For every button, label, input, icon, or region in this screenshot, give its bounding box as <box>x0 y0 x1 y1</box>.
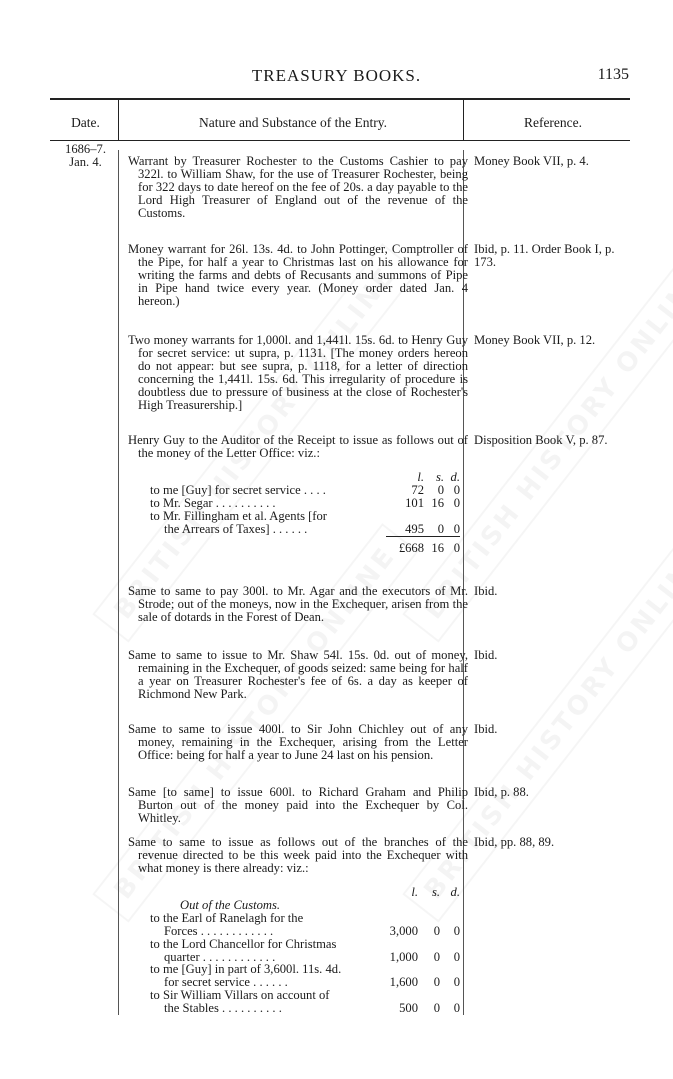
account-table <box>150 471 460 554</box>
total-pounds: £668 <box>386 536 424 554</box>
row-label: to me [Guy] for secret service . . . . <box>150 482 326 497</box>
row-label: to Mr. Segar . . . . . . . . . . <box>150 495 276 510</box>
entry-text: Same to same to issue 400l. to Sir John Chichley out of any money, remaining in the Exchequer, arising from the Letter Office: being for half a year to June 24 last on his pension. <box>128 722 468 762</box>
row-label: for secret service . . . . . . <box>164 975 288 990</box>
table-row <box>150 912 460 925</box>
entry-reference: Ibid, pp. 88, 89. <box>474 835 555 849</box>
table-head-row <box>150 471 460 484</box>
cell-pence: 0 <box>453 949 460 964</box>
column-pounds: l. <box>411 885 418 899</box>
entry-reference: Disposition Book V, p. 87. <box>474 433 608 447</box>
section-heading: Out of the Customs. <box>180 897 281 912</box>
table-row <box>150 1002 460 1015</box>
column-header-reference: Reference. <box>523 115 583 130</box>
entry-reference: Money Book VII, p. 12. <box>474 333 596 347</box>
cell-shillings: 0 <box>433 949 440 964</box>
total-pence: 0 <box>444 536 460 554</box>
column-shillings: s. <box>431 885 440 899</box>
entry-text: Henry Guy to the Auditor of the Receipt to issue as follows out of the money of the Letter Office: viz.: <box>128 433 468 460</box>
row-label: Forces . . . . . . . . . . . . <box>164 923 274 938</box>
cell-pence: 0 <box>453 923 460 938</box>
table-head-row <box>150 886 460 899</box>
column-pounds: l. <box>417 470 424 484</box>
cell-shillings: 0 <box>437 482 444 497</box>
entry-reference: Ibid, p. 11. Order Book I, p. 173. <box>474 242 615 269</box>
column-pence: d. <box>450 885 460 899</box>
cell-pounds: 72 <box>411 482 424 497</box>
row-label: to the Earl of Ranelagh for the <box>150 910 304 925</box>
column-pence: d. <box>450 470 460 484</box>
cell-pence <box>440 938 460 951</box>
column-shillings: s. <box>435 470 444 484</box>
cell-pounds <box>378 912 418 925</box>
cell-pence: 0 <box>453 495 460 510</box>
row-label: the Arrears of Taxes] . . . . . . <box>164 522 308 537</box>
running-title: TREASURY BOOKS. <box>251 66 422 85</box>
row-label: quarter . . . . . . . . . . . . <box>164 949 276 964</box>
cell-pence: 0 <box>453 482 460 497</box>
entry-text: Same to same to pay 300l. to Mr. Agar and the executors of Mr. Strode; out of the moneys, now in the Exchequer, arisen from the sale of dotards in the Forest of Dean. <box>128 584 468 624</box>
row-label: to me [Guy] in part of 3,600l. 11s. 4d. <box>150 962 342 977</box>
cell-shillings <box>418 938 440 951</box>
cell-shillings: 16 <box>431 495 444 510</box>
table-row <box>150 497 460 510</box>
account-table <box>150 886 460 1015</box>
cell-pence: 0 <box>453 975 460 990</box>
column-header-date: Date. <box>71 115 100 130</box>
entry-text: Same [to same] to issue 600l. to Richard Graham and Philip Burton out of the money paid into the Exchequer by Col. Whitley. <box>128 785 468 825</box>
total-shillings: 16 <box>424 536 444 554</box>
cell-shillings: 0 <box>437 521 444 536</box>
cell-shillings <box>424 510 444 523</box>
row-label: to Sir William Villars on account of <box>150 988 330 1003</box>
cell-pounds <box>378 938 418 951</box>
cell-pence <box>440 912 460 925</box>
entry-text: Same to same to issue as follows out of the branches of the revenue directed to be this week paid into the Exchequer with what money is there already: viz.: <box>128 835 468 875</box>
row-label: the Stables . . . . . . . . . . <box>164 1001 282 1016</box>
table-row <box>150 510 460 523</box>
page-number: 1135 <box>597 66 629 83</box>
entry-text: Two money warrants for 1,000l. and 1,441l. 15s. 6d. to Henry Guy for secret service: ut supra, p. 1131. [The money orders hereon do not appear: but see supra, p. 1118, for a letter of direction concerning the 1,441l. 15s. 6d. This irregularity of procedure is doubtless due to pressure of business at the close of Rochester's High Treasurership.] <box>128 333 468 412</box>
cell-pounds: 1,600 <box>389 975 418 990</box>
cell-shillings: 0 <box>433 1001 440 1016</box>
top-rule <box>50 98 630 100</box>
entry-text: Warrant by Treasurer Rochester to the Customs Cashier to pay 322l. to William Shaw, for the use of Treasurer Rochester, being for 322 days to date hereof on the fee of 20s. a day payable to the Lord High Treasurer of England out of the revenue of the Customs. <box>128 154 468 220</box>
entry-reference: Ibid, p. 88. <box>474 785 529 799</box>
cell-pence: 0 <box>453 1001 460 1016</box>
cell-shillings: 0 <box>433 923 440 938</box>
cell-shillings <box>418 912 440 925</box>
table-row <box>150 523 460 536</box>
cell-pounds: 495 <box>405 521 424 536</box>
entry-text: Money warrant for 26l. 13s. 4d. to John Pottinger, Comptroller of the Pipe, for half a year to Christmas last on his allowance for writing the farms and debts of Recusants and summons of Pipe in Pipe hand twice every year. (Money order dated Jan. 4 hereon.) <box>128 242 468 308</box>
row-label: to the Lord Chancellor for Christmas <box>150 936 337 951</box>
column-divider <box>463 100 464 140</box>
table-row <box>150 938 460 951</box>
cell-pounds: 1,000 <box>389 949 418 964</box>
column-divider <box>118 100 119 140</box>
column-header-nature: Nature and Substance of the Entry. <box>198 115 388 130</box>
date-day: Jan. 4. <box>69 155 102 169</box>
cell-pounds <box>386 510 424 523</box>
entry-reference: Ibid. <box>474 648 498 662</box>
column-divider <box>118 150 119 1015</box>
table-row <box>150 484 460 497</box>
total-row <box>150 536 460 554</box>
entry-reference: Ibid. <box>474 584 498 598</box>
cell-pounds: 101 <box>405 495 424 510</box>
cell-shillings: 0 <box>433 975 440 990</box>
entry-reference: Ibid. <box>474 722 498 736</box>
header-rule <box>50 140 630 141</box>
cell-pence: 0 <box>453 521 460 536</box>
cell-pounds: 3,000 <box>389 923 418 938</box>
cell-pence <box>444 510 460 523</box>
date-year: 1686–7. <box>65 142 106 156</box>
table-row <box>150 925 460 938</box>
row-label: to Mr. Fillingham et al. Agents [for <box>150 508 327 523</box>
section-row <box>150 899 460 912</box>
cell-pounds: 500 <box>399 1001 418 1016</box>
entry-reference: Money Book VII, p. 4. <box>474 154 589 168</box>
entry-text: Same to same to issue to Mr. Shaw 54l. 15s. 0d. out of money, remaining in the Exchequer, of goods seized: same being for half a year on Treasurer Rochester's fee of 6s. a day as keeper of Richmond New Park. <box>128 648 468 701</box>
